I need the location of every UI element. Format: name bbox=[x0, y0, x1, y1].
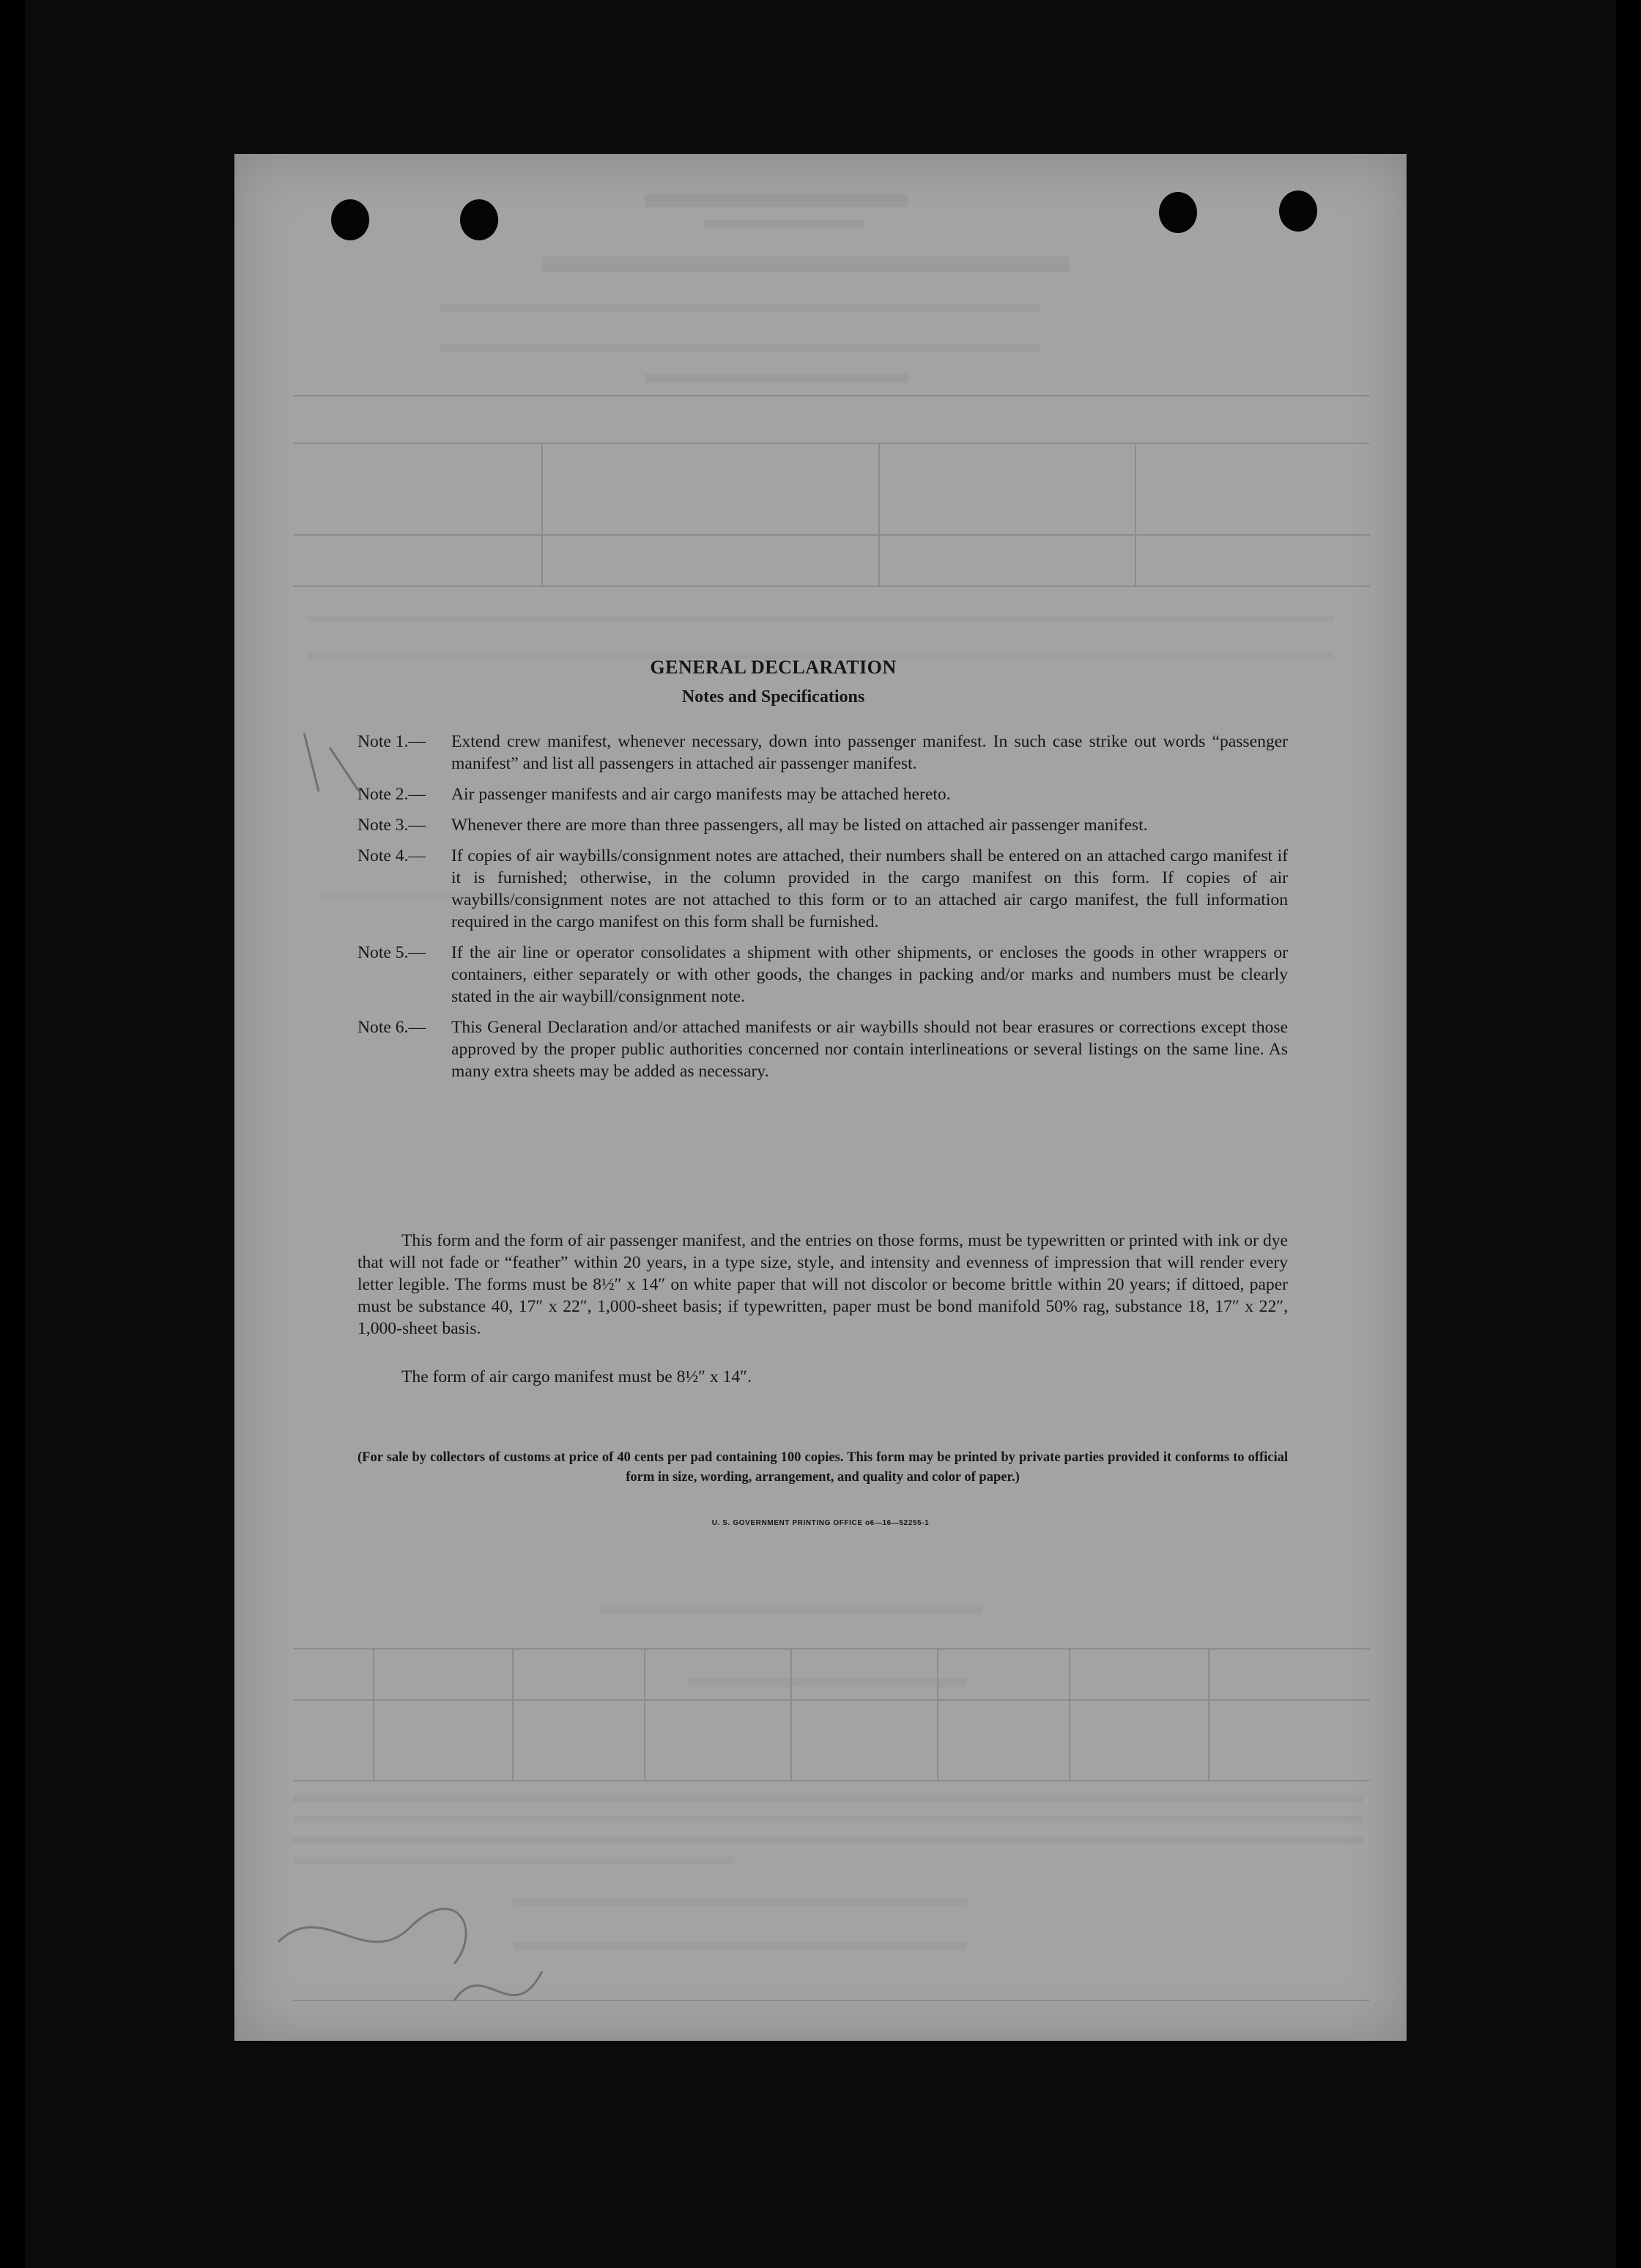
reverse-side-bleed-through bbox=[234, 154, 1407, 2041]
note-3 bbox=[358, 814, 1288, 836]
punch-hole bbox=[1159, 192, 1197, 233]
note-text: If copies of air waybills/consignment notes are attached, their numbers shall be entered on an attached cargo manifest if it is furnished; otherwise, in the column provided in the cargo manifest on this form. If copies of air waybills/consignment notes are not attached to this form or to an attached air cargo manifest, the full information required in the cargo manifest on this form shall be furnished. bbox=[451, 846, 1288, 931]
note-text: Extend crew manifest, whenever necessary, down into passenger manifest. In such case strike out words “passenger manifest” and list all passengers in attached air passenger manifest. bbox=[451, 732, 1288, 773]
note-5 bbox=[358, 942, 1288, 1008]
document-page bbox=[234, 154, 1407, 2041]
page-title: GENERAL DECLARATION bbox=[650, 657, 897, 678]
punch-hole bbox=[460, 199, 498, 240]
film-border-left bbox=[0, 0, 25, 2268]
note-label: Note 2.— bbox=[358, 785, 426, 804]
note-text: Whenever there are more than three passengers, all may be listed on attached air passenger manifest. bbox=[451, 816, 1148, 835]
punch-hole bbox=[1279, 191, 1317, 232]
note-label: Note 1.— bbox=[358, 732, 426, 751]
note-6 bbox=[358, 1016, 1288, 1082]
requirements-paragraph: This form and the form of air passenger manifest, and the entries on those forms, must be typewritten or printed with ink or dye that will not fade or “feather” within 20 years, in a type size, style, and intensity and evenness of impression that will render every letter legible. The forms must be 8½″ x 14″ on white paper that will not discolor or become brittle within 20 years; if dittoed, paper must be substance 40, 17″ x 22″, 1,000-sheet basis; if typewritten, paper must be bond manifold 50% rag, substance 18, 17″ x 22″, 1,000-sheet basis. bbox=[358, 1231, 1288, 1338]
page-subtitle: Notes and Specifications bbox=[681, 687, 865, 706]
film-border-right bbox=[1616, 0, 1641, 2268]
note-text: This General Declaration and/or attached manifests or air waybills should not bear erasures or corrections except those approved by the proper public authorities concerned nor contain interlineations or several listings on the same line. As many extra sheets may be added as necessary. bbox=[451, 1018, 1288, 1081]
notes-list bbox=[358, 731, 1288, 1091]
note-text: Air passenger manifests and air cargo manifests may be attached hereto. bbox=[451, 785, 951, 804]
cargo-manifest-size-line: The form of air cargo manifest must be 8½″ x 14″. bbox=[401, 1367, 752, 1386]
note-text: If the air line or operator consolidates a shipment with other shipments, or encloses the goods in other wrappers or containers, either separately or with other goods, the changes in packing and/or marks and numbers must be clearly stated in the air waybill/consignment note. bbox=[451, 943, 1288, 1006]
punch-hole bbox=[331, 199, 369, 240]
note-2 bbox=[358, 783, 1288, 805]
note-label: Note 3.— bbox=[358, 816, 426, 835]
note-label: Note 5.— bbox=[358, 943, 426, 962]
note-label: Note 4.— bbox=[358, 846, 426, 865]
printer-imprint: U. S. GOVERNMENT PRINTING OFFICE o6—16—52255-1 bbox=[711, 1519, 930, 1527]
note-label: Note 6.— bbox=[358, 1018, 426, 1037]
note-4 bbox=[358, 845, 1288, 933]
sale-notice: (For sale by collectors of customs at price of 40 cents per pad containing 100 copies. This form may be printed by private parties provided it conforms to official form in size, wording, arrangement, and quality and color of paper.) bbox=[358, 1450, 1288, 1485]
note-1 bbox=[358, 731, 1288, 775]
